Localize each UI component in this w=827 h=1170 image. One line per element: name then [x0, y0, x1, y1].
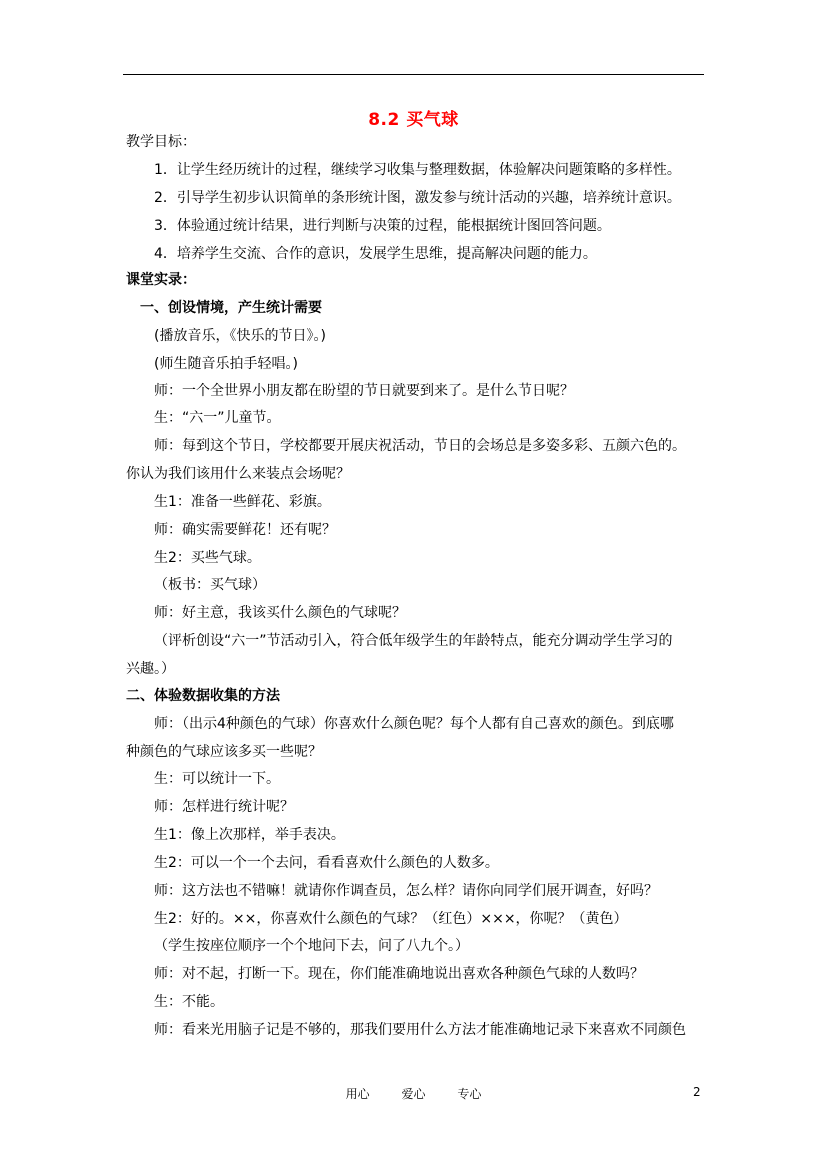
- footer-item: 爱心: [401, 1087, 426, 1101]
- text-line: （评析创设“六一”节活动引入，符合低年级学生的年龄特点，能充分调动学生学习的: [154, 633, 673, 649]
- text-line: 生2：好的。××，你喜欢什么颜色的气球？（红色）×××，你呢？（黄色）: [154, 911, 628, 927]
- text-line: （学生按座位顺序一个个地问下去，问了八九个。）: [154, 938, 469, 954]
- text-line: 教学目标：: [126, 134, 196, 150]
- text-line: 师：对不起，打断一下。现在，你们能准确地说出喜欢各种颜色气球的人数吗？: [154, 966, 644, 982]
- text-line: 生：“六一”儿童节。: [154, 410, 281, 426]
- text-line: 生1：准备一些鲜花、彩旗。: [154, 494, 331, 510]
- page-title: 8.2 买气球: [368, 110, 459, 130]
- text-line: 你认为我们该用什么来装点会场呢？: [126, 466, 350, 482]
- text-line: 1．让学生经历统计的过程，继续学习收集与整理数据，体验解决问题策略的多样性。: [154, 162, 681, 178]
- text-line: (师生随音乐拍手轻唱。): [154, 356, 298, 372]
- text-line: （板书：买气球）: [154, 577, 266, 593]
- text-line: (播放音乐，《快乐的节日》。): [154, 328, 326, 344]
- text-line: 一、创设情境，产生统计需要: [140, 300, 322, 316]
- text-line: 3．体验通过统计结果，进行判断与决策的过程，能根据统计图回答问题。: [154, 218, 611, 234]
- text-line: 师：（出示4种颜色的气球）你喜欢什么颜色呢？每个人都有自己喜欢的颜色。到底哪: [154, 716, 674, 732]
- text-line: 生2：可以一个一个去问，看看喜欢什么颜色的人数多。: [154, 855, 499, 871]
- text-line: 生2：买些气球。: [154, 550, 261, 566]
- text-line: 二、体验数据收集的方法: [126, 688, 280, 704]
- text-line: 师：看来光用脑子记是不够的，那我们要用什么方法才能准确地记录下来喜欢不同颜色: [154, 1022, 686, 1038]
- text-line: 生1：像上次那样，举手表决。: [154, 827, 345, 843]
- text-line: 师：这方法也不错嘛！就请你作调查员，怎么样？请你向同学们展开调查，好吗？: [154, 883, 658, 899]
- text-line: 师：怎样进行统计呢？: [154, 799, 294, 815]
- header-rule: [123, 74, 704, 75]
- page-number: 2: [693, 1085, 701, 1099]
- text-line: 生：可以统计一下。: [154, 771, 280, 787]
- text-line: 种颜色的气球应该多买一些呢？: [126, 744, 322, 760]
- footer-item: 专心: [457, 1087, 482, 1101]
- footer: [0, 1085, 827, 1102]
- text-line: 2．引导学生初步认识简单的条形统计图，激发参与统计活动的兴趣，培养统计意识。: [154, 190, 681, 206]
- text-line: 4．培养学生交流、合作的意识，发展学生思维，提高解决问题的能力。: [154, 246, 597, 262]
- text-line: 生：不能。: [154, 994, 224, 1010]
- text-line: 师：确实需要鲜花！还有呢？: [154, 522, 336, 538]
- text-line: 师：每到这个节日，学校都要开展庆祝活动，节日的会场总是多姿多彩、五颜六色的。: [154, 438, 686, 454]
- footer-item: 用心: [345, 1087, 370, 1101]
- text-line: 课堂实录：: [126, 272, 196, 288]
- text-line: 师：一个全世界小朋友都在盼望的节日就要到来了。是什么节日呢？: [154, 383, 574, 399]
- text-line: 师：好主意，我该买什么颜色的气球呢？: [154, 605, 406, 621]
- text-line: 兴趣。）: [126, 661, 175, 677]
